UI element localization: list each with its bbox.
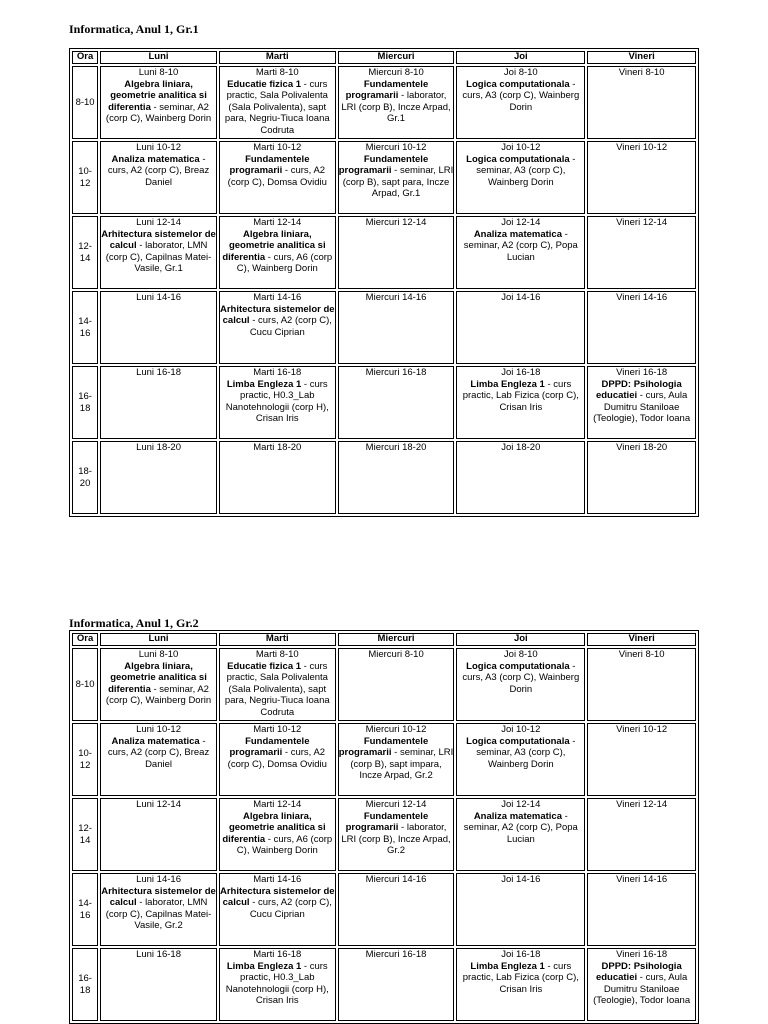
column-header: Ora: [72, 633, 98, 646]
table-row: [72, 291, 696, 364]
column-header: Vineri: [587, 51, 696, 64]
schedule-cell: [100, 798, 217, 871]
course-name: Fundamentele programarii: [345, 78, 429, 101]
schedule-cell: [587, 873, 696, 946]
column-header: Ora: [72, 51, 98, 64]
schedule-cell: [587, 723, 696, 796]
schedule-cell: [338, 141, 455, 214]
slot-label: Luni 16-18: [136, 367, 181, 378]
schedule-cell: [219, 66, 336, 139]
slot-label: Miercuri 14-16: [365, 292, 427, 303]
course-details: - curs, A3 (corp C), Wainberg Dorin: [462, 78, 580, 113]
schedule-cell: [456, 291, 585, 364]
slot-label: Luni 10-12: [136, 724, 181, 735]
slot-label: Miercuri 12-14: [365, 217, 427, 228]
table-row: [72, 723, 696, 796]
schedule-cell: [219, 366, 336, 439]
slot-label: Joi 12-14: [501, 217, 541, 228]
slot-label: Luni 14-16: [136, 292, 181, 303]
slot-label: Miercuri 8-10: [368, 649, 424, 660]
course-name: Limba Engleza 1: [470, 960, 545, 972]
course-name: Arhitectura sistemelor de calcul: [219, 303, 335, 326]
slot-label: Vineri 8-10: [618, 67, 665, 78]
slot-label: Miercuri 10-12: [365, 724, 427, 735]
course-name: Logica computationala: [466, 153, 570, 165]
time-slot: 8-10: [72, 648, 98, 721]
schedule-table: [69, 48, 699, 517]
schedule-cell: [587, 948, 696, 1021]
slot-label: Miercuri 16-18: [365, 367, 427, 378]
schedule-cell: [100, 366, 217, 439]
slot-label: Luni 8-10: [138, 649, 179, 660]
course-details: - laborator, LMN (corp C), Capilnas Matei-Vasile, Gr.2: [105, 897, 212, 931]
schedule-cell: [338, 366, 455, 439]
slot-label: Vineri 12-14: [616, 217, 668, 228]
schedule-cell: [456, 723, 585, 796]
slot-label: Miercuri 10-12: [365, 142, 427, 153]
slot-label: Vineri 16-18: [616, 367, 668, 378]
slot-label: Miercuri 18-20: [365, 442, 427, 453]
course-details: - curs practic, Sala Polivalenta (Sala Polivalenta), sapt para, Negriu-Tiuca Ioana Codruta: [224, 78, 330, 136]
course-name: Limba Engleza 1: [470, 378, 545, 390]
slot-label: Luni 14-16: [136, 874, 181, 885]
schedule-cell: [456, 648, 585, 721]
course-name: Fundamentele programarii: [345, 810, 429, 833]
course-details: - laborator, LRI (corp B), Incze Arpad, Gr.1: [341, 90, 451, 124]
time-slot: 8-10: [72, 66, 98, 139]
course-name: Arhitectura sistemelor de calcul: [101, 885, 216, 908]
schedule-cell: [219, 723, 336, 796]
slot-label: Joi 12-14: [501, 799, 541, 810]
schedule-cell: [587, 648, 696, 721]
time-slot: 10-12: [72, 141, 98, 214]
schedule-cell: [587, 441, 696, 514]
course-details: - seminar, LRI (corp B), sapt impara, Incze Arpad, Gr.2: [350, 747, 454, 781]
slot-label: Vineri 14-16: [616, 874, 668, 885]
schedule-table: [69, 630, 699, 1024]
slot-label: Marti 12-14: [253, 799, 302, 810]
slot-label: Marti 8-10: [255, 649, 299, 660]
course-details: - curs practic, H0.3_Lab Nanotehnologii (corp H), Crisan Iris: [225, 378, 329, 424]
slot-label: Joi 8-10: [503, 67, 538, 78]
slot-label: Miercuri 14-16: [365, 874, 427, 885]
schedule-cell: [100, 216, 217, 289]
table-row: [72, 66, 696, 139]
time-slot: 18-20: [72, 441, 98, 514]
schedule-cell: [456, 216, 585, 289]
schedule-cell: [219, 141, 336, 214]
column-header: Luni: [100, 633, 217, 646]
course-name: Limba Engleza 1: [226, 378, 302, 390]
slot-label: Vineri 10-12: [616, 142, 668, 153]
schedule-title: Informatica, Anul 1, Gr.2: [69, 616, 199, 630]
table-row: [72, 441, 696, 514]
schedule-cell: [587, 798, 696, 871]
course-name: Analiza matematica: [111, 153, 200, 165]
slot-label: Marti 14-16: [253, 292, 302, 303]
schedule-cell: [100, 66, 217, 139]
course-name: Arhitectura sistemelor de calcul: [219, 885, 335, 908]
slot-label: Vineri 8-10: [618, 649, 665, 660]
slot-label: Marti 10-12: [253, 724, 302, 735]
time-slot: 12-14: [72, 216, 98, 289]
time-slot: 14-16: [72, 873, 98, 946]
schedule-cell: [587, 66, 696, 139]
course-name: DPPD: Psihologia educatiei: [595, 960, 682, 983]
slot-label: Joi 16-18: [501, 949, 541, 960]
course-details: - curs, A2 (corp C), Breaz Daniel: [107, 735, 210, 770]
slot-label: Marti 18-20: [253, 442, 302, 453]
table-row: [72, 366, 696, 439]
schedule-cell: [338, 648, 455, 721]
schedule-title: Informatica, Anul 1, Gr.1: [69, 22, 199, 36]
schedule-cell: [338, 723, 455, 796]
schedule-cell: [100, 291, 217, 364]
course-details: - curs practic, Sala Polivalenta (Sala Polivalenta), sapt para, Negriu-Tiuca Ioana Codruta: [224, 660, 330, 718]
slot-label: Marti 12-14: [253, 217, 302, 228]
table-row: [72, 648, 696, 721]
course-name: Analiza matematica: [473, 810, 562, 822]
course-details: - curs, A3 (corp C), Wainberg Dorin: [462, 660, 580, 695]
course-name: Educatie fizica 1: [227, 660, 302, 672]
header-row: [72, 51, 696, 64]
slot-label: Marti 10-12: [253, 142, 302, 153]
slot-label: Joi 8-10: [503, 649, 538, 660]
course-details: - laborator, LRI (corp B), Incze Arpad, Gr.2: [341, 822, 451, 856]
course-details: - curs, Aula Dumitru Staniloae (Teologie), Todor Ioana: [593, 390, 691, 424]
schedule-cell: [338, 948, 455, 1021]
slot-label: Miercuri 8-10: [368, 67, 424, 78]
schedule-cell: [219, 216, 336, 289]
course-details: - seminar, A2 (corp C), Wainberg Dorin: [105, 101, 212, 124]
slot-label: Luni 18-20: [136, 442, 181, 453]
table-row: [72, 948, 696, 1021]
schedule-cell: [219, 873, 336, 946]
course-details: - curs, A2 (corp C), Cucu Ciprian: [249, 315, 332, 338]
schedule-cell: [338, 66, 455, 139]
course-name: Logica computationala: [466, 78, 570, 90]
course-details: - curs, A6 (corp C), Wainberg Dorin: [236, 833, 333, 856]
slot-label: Marti 8-10: [255, 67, 299, 78]
course-name: Fundamentele programarii: [229, 153, 310, 176]
schedule-cell: [587, 141, 696, 214]
course-name: Arhitectura sistemelor de calcul: [101, 228, 216, 251]
schedule-cell: [219, 648, 336, 721]
slot-label: Marti 16-18: [253, 949, 302, 960]
course-details: - curs, A2 (corp C), Breaz Daniel: [107, 153, 210, 188]
schedule-cell: [456, 798, 585, 871]
slot-label: Vineri 10-12: [616, 724, 668, 735]
column-header: Luni: [100, 51, 217, 64]
slot-label: Vineri 16-18: [616, 949, 668, 960]
course-name: Algebra liniara, geometrie analitica si diferentia: [108, 660, 207, 695]
course-name: Logica computationala: [466, 735, 570, 747]
schedule-cell: [219, 291, 336, 364]
slot-label: Joi 16-18: [501, 367, 541, 378]
slot-label: Vineri 18-20: [616, 442, 668, 453]
course-name: Algebra liniara, geometrie analitica si diferentia: [222, 810, 326, 845]
slot-label: Miercuri 16-18: [365, 949, 427, 960]
slot-label: Marti 14-16: [253, 874, 302, 885]
schedule-cell: [456, 366, 585, 439]
course-details: - seminar, A3 (corp C), Wainberg Dorin: [476, 153, 576, 188]
schedule-cell: [100, 141, 217, 214]
course-name: Analiza matematica: [111, 735, 200, 747]
schedule-cell: [100, 948, 217, 1021]
time-slot: 10-12: [72, 723, 98, 796]
slot-label: Joi 10-12: [501, 724, 541, 735]
course-details: - curs practic, Lab Fizica (corp C), Crisan Iris: [462, 960, 579, 995]
course-details: - seminar, A2 (corp C), Popa Lucian: [463, 228, 578, 263]
schedule-cell: [219, 441, 336, 514]
slot-label: Vineri 14-16: [616, 292, 668, 303]
course-name: Limba Engleza 1: [226, 960, 302, 972]
course-details: - laborator, LMN (corp C), Capilnas Matei-Vasile, Gr.1: [105, 240, 212, 274]
table-row: [72, 798, 696, 871]
course-name: Fundamentele programarii: [338, 735, 429, 758]
slot-label: Miercuri 12-14: [365, 799, 427, 810]
table-row: [72, 873, 696, 946]
schedule-cell: [587, 291, 696, 364]
time-slot: 14-16: [72, 291, 98, 364]
table-row: [72, 141, 696, 214]
slot-label: Luni 12-14: [136, 799, 181, 810]
course-details: - curs, A2 (corp C), Domsa Ovidiu: [227, 165, 327, 188]
course-details: - curs, A2 (corp C), Cucu Ciprian: [249, 897, 332, 920]
course-details: - curs practic, H0.3_Lab Nanotehnologii (corp H), Crisan Iris: [225, 960, 329, 1006]
slot-label: Luni 16-18: [136, 949, 181, 960]
slot-label: Luni 12-14: [136, 217, 181, 228]
column-header: Marti: [219, 633, 336, 646]
schedule-cell: [456, 66, 585, 139]
schedule-cell: [587, 216, 696, 289]
course-name: Fundamentele programarii: [338, 153, 429, 176]
course-details: - curs, A2 (corp C), Domsa Ovidiu: [227, 747, 327, 770]
course-details: - curs, Aula Dumitru Staniloae (Teologie), Todor Ioana: [593, 972, 691, 1006]
slot-label: Joi 10-12: [501, 142, 541, 153]
column-header: Vineri: [587, 633, 696, 646]
schedule-cell: [338, 873, 455, 946]
schedule-cell: [100, 873, 217, 946]
column-header: Miercuri: [338, 51, 455, 64]
column-header: Marti: [219, 51, 336, 64]
slot-label: Joi 14-16: [501, 874, 541, 885]
schedule-cell: [587, 366, 696, 439]
slot-label: Marti 16-18: [253, 367, 302, 378]
column-header: Joi: [456, 633, 585, 646]
slot-label: Joi 18-20: [501, 442, 541, 453]
schedule-cell: [338, 216, 455, 289]
course-name: Analiza matematica: [473, 228, 562, 240]
course-details: - curs practic, Lab Fizica (corp C), Crisan Iris: [462, 378, 579, 413]
schedule-cell: [219, 948, 336, 1021]
course-details: - curs, A6 (corp C), Wainberg Dorin: [236, 251, 333, 274]
slot-label: Luni 10-12: [136, 142, 181, 153]
schedule-cell: [456, 141, 585, 214]
time-slot: 16-18: [72, 948, 98, 1021]
course-details: - seminar, LRI (corp B), sapt para, Incze Arpad, Gr.1: [342, 165, 454, 199]
schedule-cell: [100, 441, 217, 514]
schedule-cell: [219, 798, 336, 871]
schedule-cell: [338, 441, 455, 514]
slot-label: Vineri 12-14: [616, 799, 668, 810]
schedule-cell: [100, 648, 217, 721]
course-details: - seminar, A2 (corp C), Popa Lucian: [463, 810, 578, 845]
schedule-cell: [100, 723, 217, 796]
schedule-cell: [456, 873, 585, 946]
course-name: DPPD: Psihologia educatiei: [595, 378, 682, 401]
time-slot: 12-14: [72, 798, 98, 871]
course-name: Educatie fizica 1: [227, 78, 302, 90]
course-details: - seminar, A3 (corp C), Wainberg Dorin: [476, 735, 576, 770]
schedule-cell: [456, 948, 585, 1021]
slot-label: Joi 14-16: [501, 292, 541, 303]
course-name: Algebra liniara, geometrie analitica si diferentia: [108, 78, 207, 113]
time-slot: 16-18: [72, 366, 98, 439]
column-header: Joi: [456, 51, 585, 64]
course-name: Algebra liniara, geometrie analitica si diferentia: [222, 228, 326, 263]
course-name: Logica computationala: [466, 660, 570, 672]
schedule-cell: [338, 291, 455, 364]
schedule-cell: [456, 441, 585, 514]
course-name: Fundamentele programarii: [229, 735, 310, 758]
column-header: Miercuri: [338, 633, 455, 646]
header-row: [72, 633, 696, 646]
slot-label: Luni 8-10: [138, 67, 179, 78]
table-row: [72, 216, 696, 289]
course-details: - seminar, A2 (corp C), Wainberg Dorin: [105, 683, 212, 706]
schedule-cell: [338, 798, 455, 871]
